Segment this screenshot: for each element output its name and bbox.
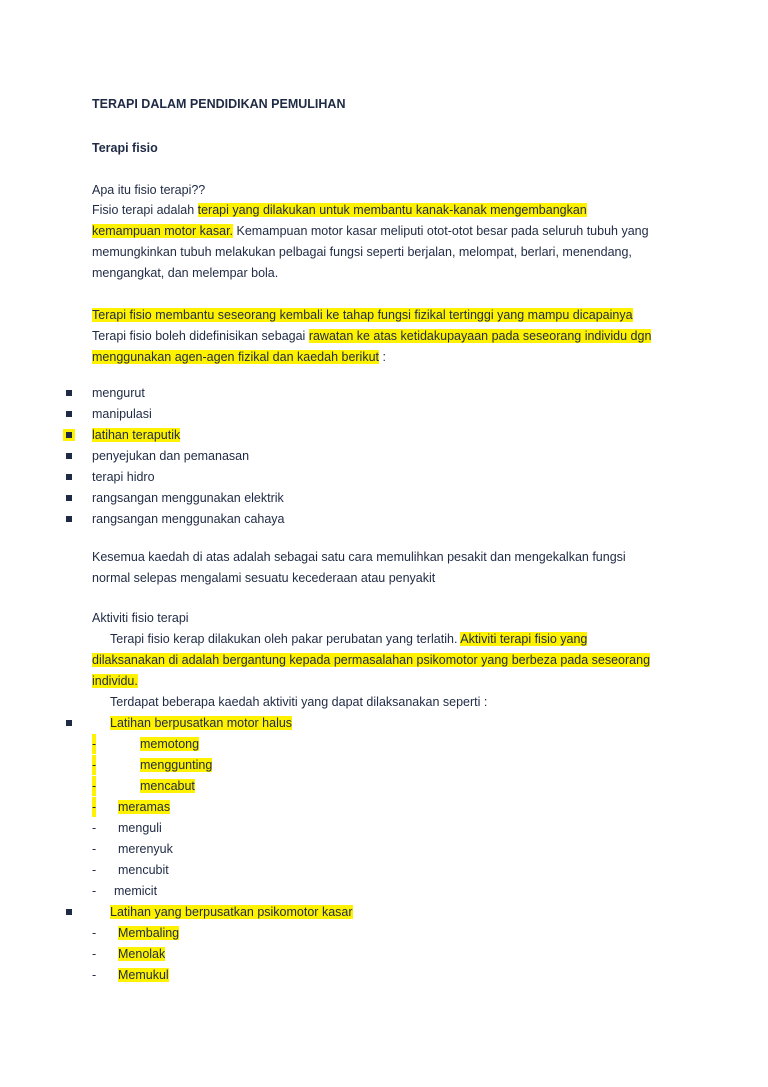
list-item [92,425,180,445]
bullet-icon [66,453,72,459]
list-heading-motor-halus [110,713,292,733]
dash-marker: - [92,968,97,982]
paragraph-line: Kesemua kaedah di atas adalah sebagai satu cara memulihkan pesakit dan mengekalkan fungsi [92,550,626,564]
bullet-icon [66,909,72,915]
list-item: mengurut [92,386,145,400]
highlighted-text: rawatan ke atas ketidakupayaan pada seseorang individu dgn [308,329,652,343]
highlighted-text: Membaling [118,926,180,940]
list-item [140,734,199,754]
paragraph-line [92,671,138,691]
list-item: merenyuk [118,842,173,856]
highlighted-text: terapi yang dilakukan untuk membantu kanak-kanak mengembangkan [197,203,587,217]
paragraph-line: Fisio terapi adalah terapi yang dilakukan untuk membantu kanak-kanak mengembangkan [92,203,587,217]
highlighted-text: menggunting [140,758,213,772]
section-heading-aktiviti: Aktiviti fisio terapi [92,611,189,625]
paragraph-line: memungkinkan tubuh melakukan pelbagai fungsi seperti berjalan, melompat, berlari, menendang, [92,245,632,259]
paragraph-line: Terdapat beberapa kaedah aktiviti yang dapat dilaksanakan seperti : [110,695,488,709]
dash-marker: - [92,797,96,817]
highlighted-text: mencabut [140,779,195,793]
list-item [118,923,179,943]
paragraph-line: menggunakan agen-agen fizikal dan kaedah berikut : [92,350,386,364]
list-item [118,965,169,985]
highlighted-text: memotong [140,737,200,751]
highlighted-text: Latihan berpusatkan motor halus [110,716,293,730]
highlighted-text: individu. [92,674,138,688]
highlighted-text: menggunakan agen-agen fizikal dan kaedah berikut [92,350,380,364]
section-heading-terapi-fisio: Terapi fisio [92,141,158,155]
list-item: rangsangan menggunakan cahaya [92,512,285,526]
paragraph-line: mengangkat, dan melempar bola. [92,266,279,280]
list-item: memicit [114,884,158,898]
dash-marker: - [92,884,97,898]
list-item: manipulasi [92,407,152,421]
highlighted-text: kemampuan motor kasar. [92,224,234,238]
dash-marker: - [92,776,96,796]
highlighted-text: Latihan yang berpusatkan psikomotor kasar [110,905,353,919]
paragraph-line: normal selepas mengalami sesuatu kecederaan atau penyakit [92,571,436,585]
highlighted-text: Terapi fisio membantu seseorang kembali ke tahap fungsi fizikal tertinggi yang mampu dicapainya [92,308,633,322]
paragraph-line: kemampuan motor kasar. Kemampuan motor kasar meliputi otot-otot besar pada seluruh tubuh yang [92,224,649,238]
list-item: rangsangan menggunakan elektrik [92,491,284,505]
bullet-icon [66,474,72,480]
highlighted-text: Memukul [118,968,169,982]
list-item: mencubit [118,863,169,877]
dash-marker: - [92,734,96,754]
bullet-icon [66,411,72,417]
bullet-icon [66,390,72,396]
document-title: TERAPI DALAM PENDIDIKAN PEMULIHAN [92,97,346,111]
dash-marker: - [92,947,97,961]
bullet-icon [66,495,72,501]
highlighted-text: latihan teraputik [92,428,181,442]
question-text: Apa itu fisio terapi?? [92,183,206,197]
list-item: penyejukan dan pemanasan [92,449,250,463]
dash-marker: - [92,842,97,856]
list-item [118,944,165,964]
highlighted-text: Aktiviti terapi fisio yang [460,632,588,646]
dash-marker: - [92,863,97,877]
list-item [140,755,212,775]
paragraph-line: Terapi fisio kerap dilakukan oleh pakar perubatan yang terlatih. Aktiviti terapi fisio yang [110,632,588,646]
paragraph-line [92,650,650,670]
paragraph-line [92,305,633,325]
list-item [118,797,170,817]
list-item: menguli [118,821,162,835]
highlighted-text: dilaksanakan di adalah bergantung kepada permasalahan psikomotor yang berbeza pada seseorang [92,653,651,667]
bullet-icon [66,720,72,726]
highlighted-text: meramas [118,800,171,814]
list-heading-psikomotor-kasar [110,902,353,922]
list-item: terapi hidro [92,470,155,484]
list-item [140,776,195,796]
highlighted-text: Menolak [118,947,166,961]
dash-marker: - [92,926,97,940]
bullet-icon [66,516,72,522]
dash-marker: - [92,755,96,775]
bullet-icon [66,432,72,438]
dash-marker: - [92,821,97,835]
paragraph-line: Terapi fisio boleh didefinisikan sebagai rawatan ke atas ketidakupayaan pada seseorang individu dgn [92,329,652,343]
